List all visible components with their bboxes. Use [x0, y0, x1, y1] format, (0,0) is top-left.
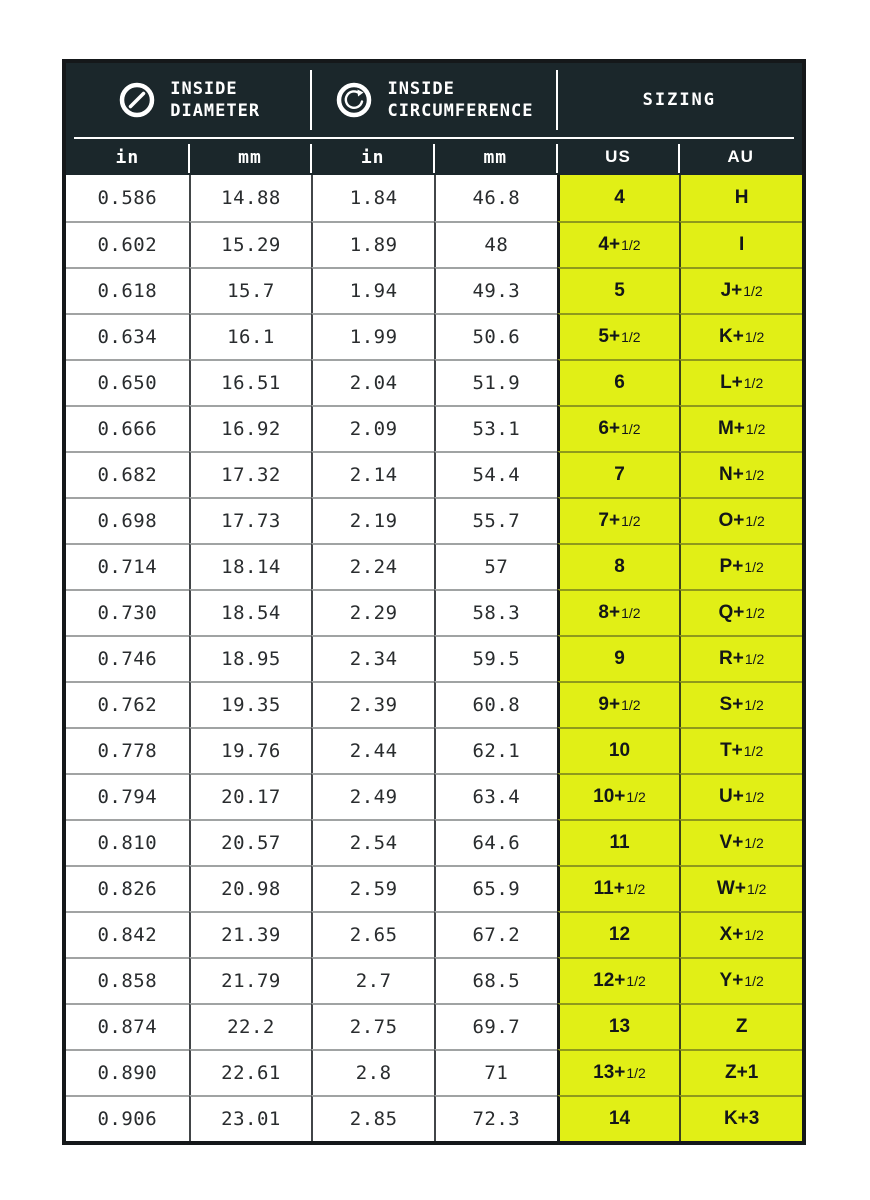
cell-size-au — [679, 957, 802, 1003]
cell-size-us — [557, 313, 680, 359]
size-value-main: K+ — [719, 326, 744, 347]
size-value-main: 6+ — [598, 418, 621, 439]
table-row — [66, 451, 802, 497]
cell-diameter-in: 0.826 — [66, 865, 189, 911]
cell-diameter-in: 0.730 — [66, 589, 189, 635]
column-header-circumference-in: in — [311, 139, 434, 175]
cell-size-us — [557, 1049, 680, 1095]
table-row — [66, 175, 802, 221]
cell-size-au — [679, 589, 802, 635]
cell-diameter-in: 0.842 — [66, 911, 189, 957]
cell-diameter-in: 0.602 — [66, 221, 189, 267]
cell-diameter-mm: 15.7 — [189, 267, 312, 313]
column-header-diameter-mm: mm — [189, 139, 312, 175]
size-value-main: L+ — [720, 372, 743, 393]
size-value-main: X+ — [719, 924, 744, 945]
cell-circumference-in: 2.7 — [311, 957, 434, 1003]
cell-circumference-in: 2.19 — [311, 497, 434, 543]
header-label-inside-circumference — [387, 78, 533, 122]
cell-size-au: Z+1 — [679, 1049, 802, 1095]
cell-size-au — [679, 359, 802, 405]
cell-diameter-mm: 18.95 — [189, 635, 312, 681]
cell-size-au — [679, 313, 802, 359]
cell-diameter-mm: 16.92 — [189, 405, 312, 451]
cell-diameter-in: 0.634 — [66, 313, 189, 359]
size-value-fraction: 1/2 — [626, 789, 646, 805]
cell-diameter-in: 0.890 — [66, 1049, 189, 1095]
table-body — [66, 175, 802, 1141]
size-value-main: 7+ — [598, 510, 621, 531]
table-row — [66, 359, 802, 405]
cell-circumference-in: 1.94 — [311, 267, 434, 313]
size-value-main: Y+ — [719, 970, 744, 991]
cell-circumference-in: 2.49 — [311, 773, 434, 819]
size-value-fraction: 1/2 — [625, 881, 646, 897]
table-row — [66, 1003, 802, 1049]
circumference-icon — [334, 80, 374, 120]
size-value-main: 13+ — [593, 1062, 626, 1083]
size-value-fraction: 1/2 — [621, 513, 641, 529]
cell-diameter-mm: 22.61 — [189, 1049, 312, 1095]
size-value-fraction: 1/2 — [626, 973, 646, 989]
cell-diameter-in: 0.714 — [66, 543, 189, 589]
cell-size-au — [679, 451, 802, 497]
cell-diameter-mm: 21.39 — [189, 911, 312, 957]
cell-size-us: 11 — [557, 819, 680, 865]
cell-diameter-in: 0.618 — [66, 267, 189, 313]
cell-diameter-in: 0.794 — [66, 773, 189, 819]
cell-size-us — [557, 773, 680, 819]
cell-circumference-mm: 59.5 — [434, 635, 557, 681]
size-value-fraction: 1/2 — [744, 467, 765, 483]
size-value-fraction: 1/2 — [744, 789, 765, 805]
cell-size-us: 9 — [557, 635, 680, 681]
cell-circumference-in: 2.44 — [311, 727, 434, 773]
cell-circumference-mm: 68.5 — [434, 957, 557, 1003]
table-row — [66, 819, 802, 865]
cell-diameter-mm: 14.88 — [189, 175, 312, 221]
table-row — [66, 405, 802, 451]
table-row — [66, 497, 802, 543]
cell-circumference-in: 2.04 — [311, 359, 434, 405]
size-value-main: N+ — [719, 464, 744, 485]
header-label-sizing: SIZING — [642, 89, 717, 110]
size-value-fraction: 1/2 — [745, 513, 765, 529]
table-header — [66, 63, 802, 175]
diameter-icon — [117, 80, 157, 120]
size-value-main: 4+ — [598, 234, 621, 255]
cell-size-au — [679, 267, 802, 313]
cell-diameter-in: 0.874 — [66, 1003, 189, 1049]
cell-size-au — [679, 497, 802, 543]
cell-size-us — [557, 221, 680, 267]
header-group-inside-circumference — [311, 63, 556, 137]
cell-size-us: 12 — [557, 911, 680, 957]
cell-diameter-mm: 16.1 — [189, 313, 312, 359]
table-row — [66, 221, 802, 267]
cell-size-us — [557, 497, 680, 543]
column-header-au: AU — [679, 139, 802, 175]
cell-circumference-in: 2.85 — [311, 1095, 434, 1141]
cell-size-us: 5 — [557, 267, 680, 313]
size-value-main: 5+ — [598, 326, 621, 347]
cell-circumference-in: 1.84 — [311, 175, 434, 221]
cell-circumference-mm: 72.3 — [434, 1095, 557, 1141]
cell-circumference-mm: 50.6 — [434, 313, 557, 359]
cell-size-us — [557, 957, 680, 1003]
cell-circumference-mm: 54.4 — [434, 451, 557, 497]
cell-size-au — [679, 405, 802, 451]
size-value-fraction: 1/2 — [744, 835, 764, 851]
cell-size-au — [679, 819, 802, 865]
cell-diameter-mm: 17.32 — [189, 451, 312, 497]
cell-circumference-mm: 58.3 — [434, 589, 557, 635]
header-group-sizing — [557, 63, 802, 137]
cell-size-us — [557, 681, 680, 727]
cell-size-au — [679, 635, 802, 681]
size-value-main: 8+ — [598, 602, 621, 623]
cell-circumference-mm: 62.1 — [434, 727, 557, 773]
cell-circumference-in: 2.29 — [311, 589, 434, 635]
cell-circumference-in: 2.75 — [311, 1003, 434, 1049]
table-row — [66, 267, 802, 313]
size-value-main: O+ — [718, 510, 745, 531]
cell-size-us: 14 — [557, 1095, 680, 1141]
cell-circumference-mm: 53.1 — [434, 405, 557, 451]
header-title-row — [66, 63, 802, 137]
cell-diameter-mm: 19.76 — [189, 727, 312, 773]
cell-size-au — [679, 681, 802, 727]
column-header-circumference-mm: mm — [434, 139, 557, 175]
cell-size-us — [557, 865, 680, 911]
cell-diameter-mm: 20.98 — [189, 865, 312, 911]
cell-circumference-mm: 46.8 — [434, 175, 557, 221]
cell-diameter-mm: 20.57 — [189, 819, 312, 865]
size-value-fraction: 1/2 — [744, 697, 764, 713]
cell-circumference-mm: 67.2 — [434, 911, 557, 957]
size-value-fraction: 1/2 — [744, 973, 764, 989]
cell-size-au: H — [679, 175, 802, 221]
cell-diameter-mm: 16.51 — [189, 359, 312, 405]
size-value-main: 12+ — [593, 970, 626, 991]
cell-diameter-mm: 21.79 — [189, 957, 312, 1003]
table-row — [66, 727, 802, 773]
table-row — [66, 313, 802, 359]
size-value-fraction: 1/2 — [746, 881, 767, 897]
cell-diameter-mm: 17.73 — [189, 497, 312, 543]
cell-diameter-in: 0.906 — [66, 1095, 189, 1141]
header-label-line: INSIDE — [387, 78, 455, 99]
cell-diameter-in: 0.810 — [66, 819, 189, 865]
size-value-fraction: 1/2 — [745, 421, 766, 437]
cell-diameter-mm: 23.01 — [189, 1095, 312, 1141]
cell-diameter-mm: 18.14 — [189, 543, 312, 589]
table-row — [66, 1049, 802, 1095]
size-value-main: P+ — [719, 556, 744, 577]
cell-diameter-in: 0.762 — [66, 681, 189, 727]
cell-circumference-mm: 57 — [434, 543, 557, 589]
size-value-main: U+ — [719, 786, 744, 807]
table-row — [66, 957, 802, 1003]
size-value-main: W+ — [716, 878, 746, 899]
table-row — [66, 635, 802, 681]
cell-diameter-in: 0.698 — [66, 497, 189, 543]
cell-circumference-in: 2.09 — [311, 405, 434, 451]
size-value-fraction: 1/2 — [744, 329, 765, 345]
cell-size-au: I — [679, 221, 802, 267]
table-row — [66, 589, 802, 635]
ring-size-table — [62, 59, 806, 1145]
header-label-line: CIRCUMFERENCE — [387, 101, 534, 121]
size-value-main: 10+ — [593, 786, 626, 807]
cell-diameter-in: 0.746 — [66, 635, 189, 681]
column-header-diameter-in: in — [115, 146, 140, 168]
cell-diameter-in: 0.666 — [66, 405, 189, 451]
size-value-main: J+ — [720, 280, 743, 301]
cell-size-au — [679, 543, 802, 589]
cell-circumference-in: 2.24 — [311, 543, 434, 589]
size-value-main: S+ — [719, 694, 744, 715]
cell-circumference-in: 2.14 — [311, 451, 434, 497]
cell-size-us: 7 — [557, 451, 680, 497]
size-value-fraction: 1/2 — [621, 421, 641, 437]
cell-circumference-in: 2.59 — [311, 865, 434, 911]
cell-diameter-in: 0.650 — [66, 359, 189, 405]
cell-circumference-in: 1.89 — [311, 221, 434, 267]
table-row — [66, 1095, 802, 1141]
cell-size-au: Z — [679, 1003, 802, 1049]
header-label-line: INSIDE — [170, 78, 238, 99]
table-row — [66, 865, 802, 911]
size-value-fraction: 1/2 — [621, 697, 641, 713]
header-label-line: DIAMETER — [170, 101, 261, 121]
cell-size-us: 4 — [557, 175, 680, 221]
size-value-fraction: 1/2 — [621, 237, 641, 253]
table-row — [66, 773, 802, 819]
cell-diameter-in: 0.586 — [97, 187, 158, 209]
cell-diameter-in: 0.778 — [66, 727, 189, 773]
cell-circumference-mm: 51.9 — [434, 359, 557, 405]
size-value-fraction: 1/2 — [626, 1065, 646, 1081]
table-row — [66, 543, 802, 589]
size-value-fraction: 1/2 — [621, 605, 641, 621]
size-value-fraction: 1/2 — [743, 743, 764, 759]
cell-size-us — [557, 405, 680, 451]
cell-size-au — [679, 727, 802, 773]
cell-circumference-in: 2.54 — [311, 819, 434, 865]
cell-diameter-mm: 22.2 — [189, 1003, 312, 1049]
size-value-main: T+ — [720, 740, 743, 761]
size-value-fraction: 1/2 — [621, 329, 641, 345]
size-value-fraction: 1/2 — [744, 927, 764, 943]
cell-size-au — [679, 911, 802, 957]
cell-diameter-mm: 19.35 — [189, 681, 312, 727]
cell-diameter-in: 0.858 — [66, 957, 189, 1003]
cell-diameter-mm: 20.17 — [189, 773, 312, 819]
cell-circumference-mm: 63.4 — [434, 773, 557, 819]
column-header-row — [66, 139, 802, 175]
header-group-inside-diameter — [66, 63, 311, 137]
cell-size-us — [557, 589, 680, 635]
cell-circumference-mm: 60.8 — [434, 681, 557, 727]
size-value-fraction: 1/2 — [745, 605, 765, 621]
cell-size-au — [679, 865, 802, 911]
column-header-us: US — [557, 139, 680, 175]
size-value-fraction: 1/2 — [744, 559, 764, 575]
table-row — [66, 911, 802, 957]
cell-circumference-mm: 49.3 — [434, 267, 557, 313]
cell-circumference-mm: 69.7 — [434, 1003, 557, 1049]
cell-diameter-mm: 15.29 — [189, 221, 312, 267]
size-value-main: 11+ — [593, 878, 625, 899]
table-row — [66, 681, 802, 727]
cell-diameter-mm: 18.54 — [189, 589, 312, 635]
cell-size-us: 13 — [557, 1003, 680, 1049]
size-value-main: M+ — [717, 418, 745, 439]
header-label-inside-diameter — [170, 78, 260, 122]
cell-diameter-in: 0.682 — [66, 451, 189, 497]
size-value-fraction: 1/2 — [743, 283, 763, 299]
cell-circumference-mm: 64.6 — [434, 819, 557, 865]
cell-size-us: 10 — [557, 727, 680, 773]
cell-circumference-in: 1.99 — [311, 313, 434, 359]
cell-size-au — [679, 773, 802, 819]
size-value-main: V+ — [719, 832, 744, 853]
cell-circumference-mm: 55.7 — [434, 497, 557, 543]
cell-circumference-mm: 65.9 — [434, 865, 557, 911]
size-value-fraction: 1/2 — [743, 375, 764, 391]
cell-size-au: K+3 — [679, 1095, 802, 1141]
cell-circumference-in: 2.65 — [311, 911, 434, 957]
cell-size-us: 6 — [557, 359, 680, 405]
size-value-fraction: 1/2 — [744, 651, 765, 667]
size-value-main: R+ — [719, 648, 744, 669]
cell-size-us: 8 — [557, 543, 680, 589]
size-value-main: 9+ — [598, 694, 621, 715]
size-value-main: Q+ — [718, 602, 745, 623]
cell-circumference-mm: 71 — [434, 1049, 557, 1095]
cell-circumference-mm: 48 — [434, 221, 557, 267]
cell-circumference-in: 2.8 — [311, 1049, 434, 1095]
cell-circumference-in: 2.34 — [311, 635, 434, 681]
cell-circumference-in: 2.39 — [311, 681, 434, 727]
